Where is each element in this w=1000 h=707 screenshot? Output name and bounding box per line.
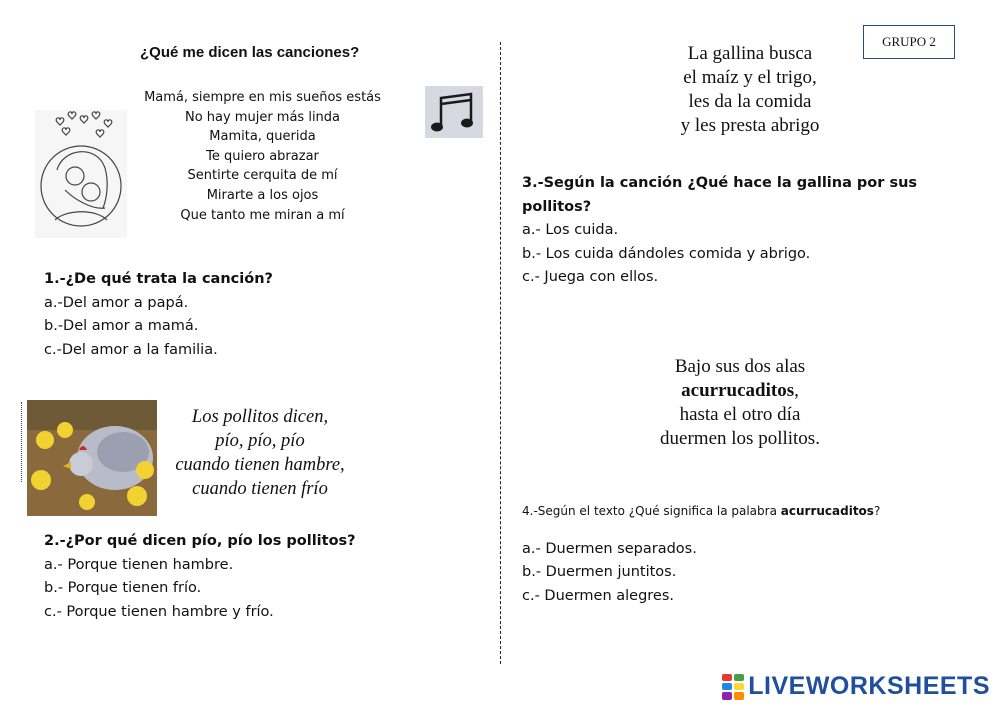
- song-line: Mirarte a los ojos: [206, 187, 319, 203]
- song-line: Te quiero abrazar: [206, 148, 319, 164]
- song-line: Sentirte cerquita de mí: [187, 168, 338, 184]
- mother-child-drawing: [35, 110, 127, 238]
- song-line: cuando tienen frío: [192, 479, 328, 499]
- question-text: 3.-Según la canción ¿Qué hace la gallina por sus: [522, 175, 918, 191]
- song-line: el maíz y el trigo,: [683, 67, 817, 88]
- song-line: La gallina busca: [687, 43, 813, 64]
- answer-option[interactable]: c.- Juega con ellos.: [522, 269, 659, 285]
- worksheet-title: ¿Qué me dicen las canciones?: [140, 44, 360, 61]
- song-line: Bajo sus dos alas: [674, 356, 806, 377]
- column-divider: [500, 42, 501, 664]
- answer-option[interactable]: b.-Del amor a mamá.: [44, 318, 199, 334]
- song-line: duermen los pollitos.: [660, 428, 820, 449]
- punctuation: ,: [794, 380, 799, 401]
- song-gallina: [640, 42, 860, 138]
- answer-option[interactable]: c.-Del amor a la familia.: [44, 341, 218, 358]
- dotted-divider: [21, 402, 22, 482]
- question-prefix: 4.-Según el texto ¿Qué significa la palabra: [522, 504, 781, 518]
- song-line: Mamá, siempre en mis sueños estás: [144, 90, 381, 105]
- question-text: pollitos?: [522, 198, 592, 215]
- answer-option[interactable]: c.- Duermen alegres.: [522, 587, 675, 604]
- answer-option[interactable]: a.- Duermen separados.: [522, 540, 697, 557]
- song-pollitos: [160, 405, 360, 501]
- song-alas: [630, 355, 850, 451]
- group-label: GRUPO 2: [863, 25, 955, 59]
- keyword: acurrucaditos: [681, 380, 795, 401]
- liveworksheets-icon: [722, 674, 744, 700]
- song-mama: [140, 88, 385, 225]
- keyword: acurrucaditos: [780, 504, 874, 518]
- answer-option[interactable]: a.- Porque tienen hambre.: [44, 556, 234, 573]
- answer-option[interactable]: c.- Porque tienen hambre y frío.: [44, 603, 274, 620]
- song-line: No hay mujer más linda: [184, 109, 341, 125]
- song-line: cuando tienen hambre,: [175, 455, 345, 475]
- question-text: [522, 500, 880, 524]
- answer-option[interactable]: b.- Porque tienen frío.: [44, 580, 202, 596]
- question-3: [522, 172, 917, 290]
- song-line: Los pollitos dicen,: [191, 407, 329, 427]
- brand-name: LIVEWORKSHEETS: [748, 672, 990, 700]
- question-text: 1.-¿De qué trata la canción?: [44, 271, 273, 287]
- question-2: [44, 530, 356, 624]
- song-line: Que tanto me miran a mí: [180, 207, 345, 223]
- question-4: [522, 500, 880, 608]
- answer-option[interactable]: a.- Los cuida.: [522, 222, 619, 238]
- question-text: 2.-¿Por qué dicen pío, pío los pollitos?: [44, 533, 356, 549]
- song-line: y les presta abrigo: [680, 115, 820, 136]
- song-line: les da la comida: [688, 91, 812, 112]
- song-line: hasta el otro día: [679, 404, 801, 425]
- song-line: Mamita, querida: [209, 129, 316, 145]
- song-line: pío, pío, pío: [215, 431, 305, 451]
- music-note-icon: [425, 86, 483, 138]
- question-1: [44, 268, 273, 362]
- answer-option[interactable]: b.- Los cuida dándoles comida y abrigo.: [522, 245, 811, 262]
- liveworksheets-logo: [722, 672, 990, 701]
- answer-option[interactable]: a.-Del amor a papá.: [44, 294, 189, 311]
- song-line: [630, 379, 850, 403]
- hen-with-chicks-image: [27, 400, 157, 516]
- question-suffix: ?: [873, 504, 881, 518]
- answer-option[interactable]: b.- Duermen juntitos.: [522, 564, 677, 580]
